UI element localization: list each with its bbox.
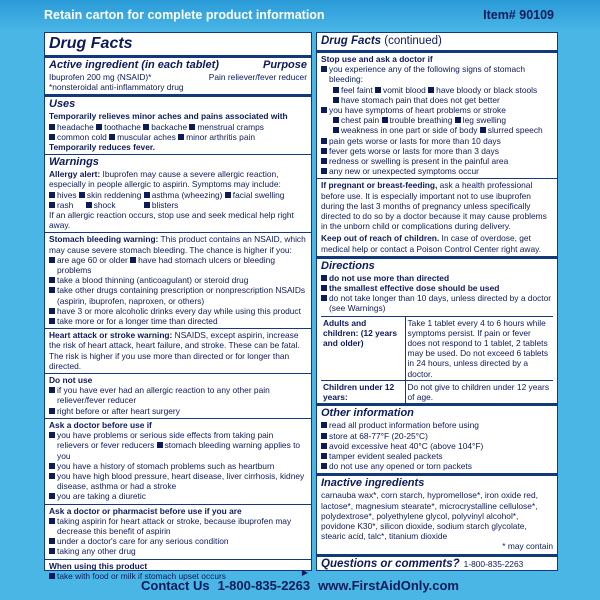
list-item bbox=[49, 430, 307, 461]
allergy-row2 bbox=[49, 200, 307, 210]
list-item bbox=[49, 471, 307, 491]
item-text: do not use any opened or torn packets bbox=[329, 461, 472, 472]
list-item: muscular aches bbox=[117, 131, 176, 142]
uses-section bbox=[45, 97, 311, 155]
item-text: redness or swelling is present in the painful area bbox=[329, 156, 509, 167]
item-text: weakness in one part or side of body bbox=[341, 125, 478, 136]
item-text: take with food or milk if stomach upset occurs bbox=[57, 570, 226, 581]
item-text: taking any other drug bbox=[57, 546, 136, 557]
list-item bbox=[49, 536, 307, 546]
list-item bbox=[321, 293, 553, 313]
directions-section bbox=[317, 259, 557, 406]
item-text: you have a history of stomach problems such as heartburn bbox=[57, 460, 275, 471]
do-not-use-heading: Do not use bbox=[49, 375, 93, 386]
list-item bbox=[49, 255, 307, 275]
continued-title: Drug Facts bbox=[321, 35, 382, 47]
table-row bbox=[321, 316, 553, 380]
item-text: do not take longer than 10 days, unless directed by a doctor (see Warnings) bbox=[329, 293, 552, 314]
inactive-text: carnauba wax*, corn starch, hypromellose*, iron oxide red, lactose*, magnesium stearate*, microcrystalline cellulose*, polydextrose*, polyethylene glycol, polyvinyl alcohol*, povidone K30*, silicon dioxide, sodium starch glycolate, stearic acid, talc*, titanium dioxide bbox=[321, 490, 538, 542]
item-text: pain gets worse or lasts for more than 10 days bbox=[329, 135, 501, 146]
nsaid-note: *nonsteroidal anti-inflammatory drug bbox=[49, 82, 184, 93]
heart-signs-row1 bbox=[321, 115, 553, 125]
item-text: vomit blood bbox=[383, 84, 426, 95]
list-item: hives bbox=[57, 189, 77, 200]
list-item bbox=[49, 461, 307, 471]
allergy-outro: If an allergic reaction occurs, stop use and seek medical help right away. bbox=[49, 210, 294, 231]
continued-label: (continued) bbox=[384, 35, 442, 47]
list-item bbox=[321, 64, 553, 84]
stomach-bleeding-section bbox=[45, 233, 311, 329]
item-number: Item# 90109 bbox=[483, 8, 554, 22]
questions-section bbox=[317, 557, 557, 571]
item-text: taking aspirin for heart attack or stroke, because ibuprofen may decrease this benefit of aspirin bbox=[57, 515, 292, 536]
drug-facts-continued-panel bbox=[316, 32, 558, 571]
uses-outro: Temporarily reduces fever. bbox=[49, 142, 155, 153]
warnings-heading: Warnings bbox=[49, 156, 99, 169]
retain-notice: Retain carton for complete product information bbox=[44, 8, 325, 22]
adult-label: Adults and children: (12 years and older) bbox=[321, 316, 405, 380]
table-row bbox=[321, 380, 553, 403]
top-bar bbox=[0, 0, 600, 30]
list-item: rash bbox=[57, 199, 74, 210]
heart-label: Heart attack or stroke warning: bbox=[49, 330, 173, 341]
list-item: blisters bbox=[151, 199, 179, 210]
item-text: take more or for a longer time than directed bbox=[57, 316, 218, 327]
list-item bbox=[321, 451, 553, 461]
active-ingredient-section bbox=[45, 58, 311, 97]
item-text: the smallest effective dose should be used bbox=[329, 283, 500, 294]
list-item bbox=[321, 283, 553, 293]
item-text: chest pain bbox=[341, 115, 380, 126]
list-item bbox=[321, 156, 553, 166]
warnings-allergy-section bbox=[45, 155, 311, 233]
list-item: menstrual cramps bbox=[197, 121, 264, 132]
continued-header bbox=[317, 33, 557, 53]
contact-label: Contact Us bbox=[140, 578, 210, 593]
inactive-heading: Inactive ingredients bbox=[321, 477, 425, 490]
when-using-heading: When using this product bbox=[49, 560, 148, 571]
list-item: backache bbox=[151, 121, 188, 132]
list-item bbox=[49, 406, 307, 416]
heart-signs-row2 bbox=[321, 125, 553, 135]
inactive-ingredients-section bbox=[317, 476, 557, 556]
drug-facts-panel bbox=[44, 32, 312, 581]
stomach-label: Stomach bleeding warning: bbox=[49, 234, 159, 245]
footer bbox=[0, 572, 600, 600]
item-text: have had stomach ulcers or bleeding problems bbox=[57, 254, 275, 276]
item-text: you have high blood pressure, heart disease, liver cirrhosis, kidney disease, asthma or had a stroke bbox=[57, 470, 305, 492]
list-item bbox=[321, 105, 553, 115]
continue-arrow-icon: ▶ bbox=[301, 567, 308, 577]
list-item bbox=[321, 461, 553, 471]
pregnancy-text: ask a health professional before use. It is especially important not to use ibuprofen during the last 3 months of pregnancy unless specifically directed to do so by a doctor because it may cause problems in the unborn child or complications during delivery. bbox=[321, 180, 547, 232]
allergy-text: Ibuprofen may cause a severe allergic reaction, especially in people allergic to aspirin. Symptoms may include: bbox=[49, 169, 281, 190]
other-info-heading: Other information bbox=[321, 407, 414, 420]
purpose-heading: Purpose bbox=[262, 59, 307, 71]
list-item: asthma (wheezing) bbox=[151, 189, 223, 200]
questions-label: Questions or comments? bbox=[321, 557, 460, 570]
item-text: store at 68-77°F (20-25°C) bbox=[329, 430, 428, 441]
stomach-text: This product contains an NSAID, which may cause severe stomach bleeding. The chance is higher if you: bbox=[49, 234, 306, 255]
item-text: stomach bleeding warning applies to you bbox=[57, 440, 301, 461]
list-item bbox=[321, 136, 553, 146]
stop-use-section bbox=[317, 53, 557, 179]
item-text: if you have ever had an allergic reaction to any other pain reliever/fever reducer bbox=[57, 385, 270, 406]
contact-phone[interactable]: 1-800-835-2263 bbox=[217, 578, 311, 593]
item-text: any new or unexpected symptoms occur bbox=[329, 166, 479, 177]
uses-row1 bbox=[49, 122, 307, 132]
item-text: you have problems or serious side effects from taking pain relievers or fever reducers bbox=[57, 430, 274, 451]
list-item: skin reddening bbox=[86, 189, 142, 200]
stop-signs-row1 bbox=[321, 85, 553, 95]
list-item: common cold bbox=[57, 131, 107, 142]
do-not-use-section bbox=[45, 374, 311, 419]
list-item bbox=[321, 166, 553, 176]
dosage-table bbox=[321, 316, 553, 404]
directions-heading: Directions bbox=[321, 259, 375, 272]
ask-pharmacist-heading: Ask a doctor or pharmacist before use if you are bbox=[49, 505, 242, 516]
stop-use-heading: Stop use and ask a doctor if bbox=[321, 54, 433, 64]
item-text: read all product information before using bbox=[329, 420, 479, 431]
ask-doctor-section bbox=[45, 419, 311, 505]
item-text: take a blood thinning (anticoagulant) or steroid drug bbox=[57, 275, 249, 286]
uses-row2 bbox=[49, 132, 307, 142]
child-text: Do not give to children under 12 years of age. bbox=[405, 380, 553, 403]
ask-doctor-heading: Ask a doctor before use if bbox=[49, 419, 152, 430]
item-text: you have symptoms of heart problems or stroke bbox=[329, 105, 506, 116]
list-item bbox=[49, 385, 307, 405]
website-link[interactable]: www.FirstAidOnly.com bbox=[318, 578, 459, 593]
list-item: minor arthritis pain bbox=[186, 131, 256, 142]
list-item: shock bbox=[93, 199, 116, 210]
item-text: avoid excessive heat 40°C (above 104°F) bbox=[329, 440, 484, 451]
item-text: tamper evident sealed packets bbox=[329, 450, 443, 461]
other-info-section bbox=[317, 406, 557, 476]
list-item: facial swelling bbox=[232, 189, 285, 200]
list-item bbox=[321, 146, 553, 156]
list-item bbox=[49, 275, 307, 285]
purpose-text: Pain reliever/fever reducer bbox=[208, 72, 307, 82]
uses-heading: Uses bbox=[49, 98, 76, 111]
item-text: trouble breathing bbox=[389, 115, 453, 126]
list-item bbox=[49, 491, 307, 501]
item-text: have stomach pain that does not get better bbox=[341, 94, 500, 105]
item-text: have 3 or more alcoholic drinks every day while using this product bbox=[57, 305, 301, 316]
item-text: right before or after heart surgery bbox=[57, 405, 180, 416]
keep-out-label: Keep out of reach of children. bbox=[321, 233, 440, 244]
item-text: have bloody or black stools bbox=[436, 84, 538, 95]
list-item bbox=[49, 316, 307, 326]
item-text: you are taking a diuretic bbox=[57, 491, 146, 502]
item-text: feel faint bbox=[341, 84, 373, 95]
list-item bbox=[321, 420, 553, 430]
item-text: under a doctor's care for any serious condition bbox=[57, 536, 229, 547]
allergy-label: Allergy alert: bbox=[49, 169, 101, 180]
keep-out-text: In case of overdose, get medical help or contact a Poison Control Center right away. bbox=[321, 233, 542, 254]
list-item bbox=[321, 273, 553, 283]
item-text: take other drugs containing prescription or nonprescription NSAIDs (aspirin, ibuprofen, naproxen, or others) bbox=[57, 285, 306, 306]
ask-pharmacist-section bbox=[45, 505, 311, 560]
list-item bbox=[321, 431, 553, 441]
list-item bbox=[49, 306, 307, 316]
stop-signs-row2 bbox=[321, 95, 553, 105]
item-text: slurred speech bbox=[487, 125, 543, 136]
active-ingredient-line: Ibuprofen 200 mg (NSAID)* bbox=[49, 72, 152, 82]
item-text: you experience any of the following signs of stomach bleeding: bbox=[329, 64, 525, 85]
allergy-row1 bbox=[49, 190, 307, 200]
list-item: toothache bbox=[104, 121, 141, 132]
item-text: leg swelling bbox=[462, 115, 506, 126]
drug-facts-header bbox=[45, 33, 311, 58]
pregnancy-section bbox=[317, 179, 557, 258]
item-text: fever gets worse or lasts for more than 3 days bbox=[329, 145, 499, 156]
questions-phone: 1-800-835-2263 bbox=[463, 558, 524, 569]
drug-facts-title: Drug Facts bbox=[49, 35, 133, 52]
item-text: are age 60 or older bbox=[57, 254, 128, 265]
inactive-note: * may contain bbox=[502, 541, 553, 552]
pregnancy-label: If pregnant or breast-feeding, bbox=[321, 180, 438, 191]
list-item bbox=[321, 441, 553, 451]
heart-text: NSAIDS, except aspirin, increase the risk of heart attack, heart failure, and stroke. These can be fatal. The risk is higher if you use more than directed or for longer than directed. bbox=[49, 330, 300, 371]
child-label: Children under 12 years: bbox=[321, 380, 405, 403]
list-item bbox=[49, 285, 307, 305]
item-text: do not use more than directed bbox=[329, 272, 450, 283]
list-item: headache bbox=[57, 121, 94, 132]
list-item bbox=[49, 546, 307, 556]
heart-attack-section bbox=[45, 329, 311, 374]
uses-intro: Temporarily relieves minor aches and pains associated with bbox=[49, 111, 288, 122]
active-ingredient-heading: Active ingredient (in each tablet) bbox=[49, 59, 219, 71]
adult-text: Take 1 tablet every 4 to 6 hours while symptoms persist. If pain or fever does not respond to 1 tablet, 2 tablets may be used. Do not exceed 6 tablets in 24 hours, unless directed by a doctor. bbox=[405, 316, 553, 380]
list-item bbox=[49, 516, 307, 536]
